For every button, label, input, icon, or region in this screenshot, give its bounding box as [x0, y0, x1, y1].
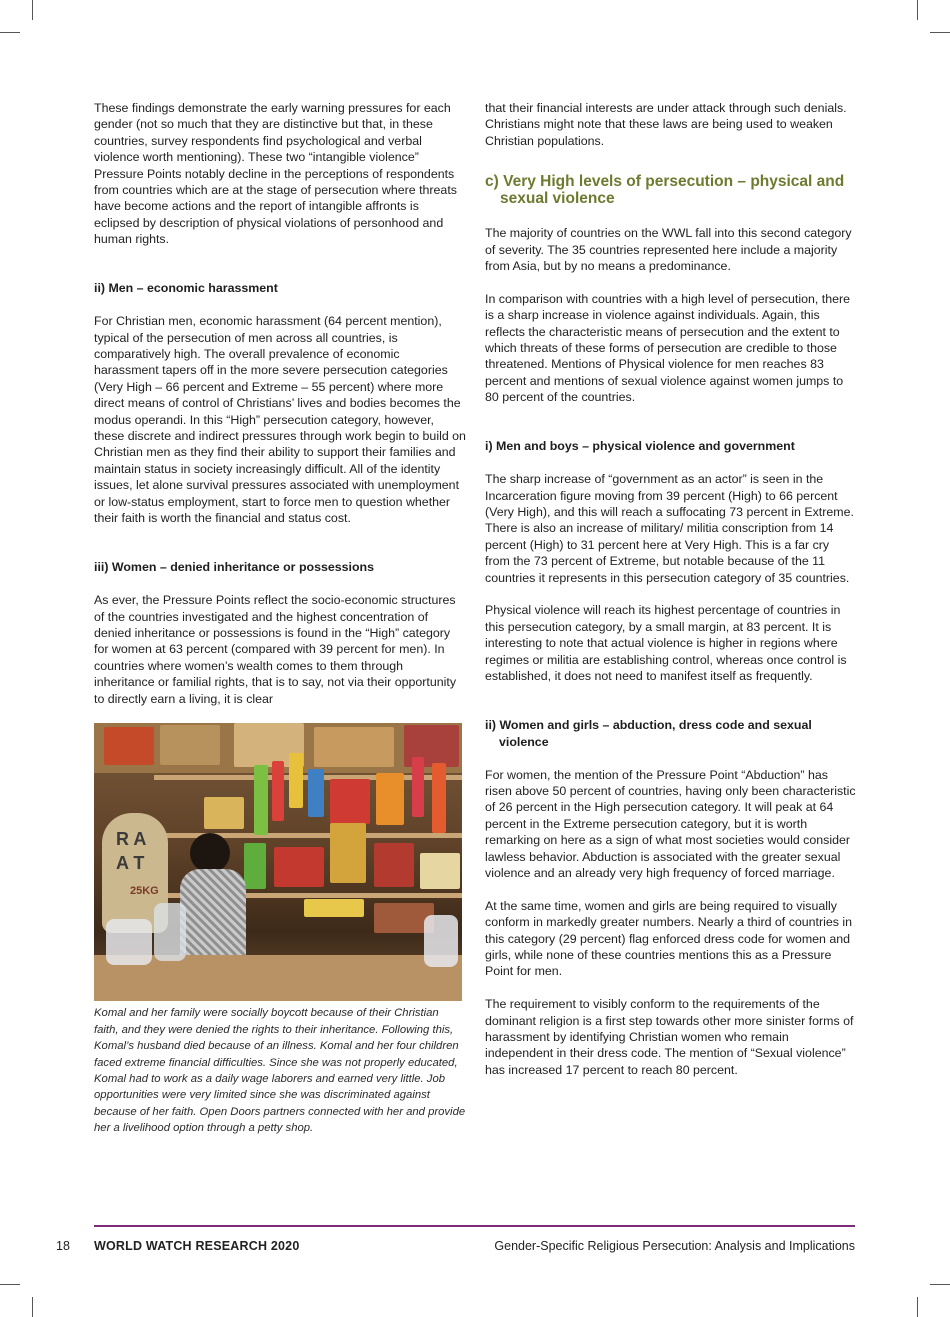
women-girls-heading: ii) Women and girls – abduction, dress code and sexual violence — [485, 718, 812, 749]
men-economic-paragraph: For Christian men, economic harassment (64 percent mention), typical of the persecution of men across all countries, is comparatively high. The overall prevalence of economic harassment tapers off in the more severe persecution categories (Very High – 66 percent and Extreme – 55 percent) where more direct means of control of Christians’ lives and bodies becomes the modus operandi. In this “High” persecution category, however, these discrete and indirect pressures through work begin to build on Christian men as they find their ability to support their families and maintain status in society increasingly difficult. All of the identity issues, let alone survival pressures associated with unemployment or low-status employment, start to force men to question whether their faith is worth the financial and status cost. — [94, 314, 466, 526]
photo-sack-label: R A — [116, 829, 147, 850]
photo-jar — [154, 903, 186, 961]
continuation-paragraph: that their financial interests are under attack through such denials. Christians might note that these laws are being used to weaken Christian populations. — [485, 101, 847, 148]
document-title: Gender-Specific Religious Persecution: Analysis and Implications — [494, 1239, 855, 1253]
photo-snacks — [330, 779, 370, 824]
women-girls-paragraph-3: The requirement to visibly conform to the requirements of the dominant religion is a first step towards other more sinister forms of harassment by identifying Christian women who remain independent in their dress code. The mention of “Sexual violence” has increased 17 percent to reach 80 percent. — [485, 997, 854, 1077]
photo-snacks — [272, 761, 284, 821]
photo-snacks — [432, 763, 446, 833]
publication-title: WORLD WATCH RESEARCH 2020 — [94, 1239, 300, 1253]
photo-goods — [274, 847, 324, 887]
photo-jar — [106, 919, 152, 965]
photo-sack-label: A T — [116, 853, 145, 874]
crop-mark — [0, 32, 20, 33]
crop-mark — [32, 0, 33, 20]
crop-mark — [930, 1284, 950, 1285]
women-girls-paragraph-2: At the same time, women and girls are being required to visually conform in markedly greater numbers. Nearly a third of countries in this category (29 percent) flag enforced dress code for women and girls, while none of these countries mentions this as a Pressure Point for men. — [485, 898, 853, 979]
photo-jar — [424, 915, 458, 967]
photo-person-body — [180, 869, 246, 965]
women-inheritance-heading: iii) Women – denied inheritance or possessions — [94, 560, 375, 575]
section-heading: c) Very High levels of persecution – physical and sexual violence — [485, 173, 845, 208]
crop-mark — [917, 0, 918, 20]
left-column — [94, 100, 466, 1137]
crop-mark — [32, 1297, 33, 1317]
page-number: 18 — [56, 1239, 70, 1253]
footer-rule — [94, 1225, 855, 1227]
photo-goods — [244, 843, 266, 889]
photo-goods — [304, 899, 364, 917]
women-girls-paragraph-1: For women, the mention of the Pressure Point “Abduction” has risen above 50 percent of countries, having only been characteristic of 26 percent in the High persecution category. It will peak at 64 percent in the Extreme persecution category, but it is worth remarking on here as a sign of what most societies would consider lawless behavior. Abduction is associated with the greater sexual violence and an already very high frequency of forced marriage. — [485, 767, 856, 880]
photo-caption: Komal and her family were socially boycott because of their Christian faith, and they were denied the rights to their inheritance. Following this, Komal’s husband died because of an illness. Komal and her four children faced extreme financial difficulties. Since she was not properly educated, Komal had to work as a daily wage laborers and earned very little. Job opportunities were very limited since she was discriminated against because of her faith. Open Doors partners connected with her and provide her a livelihood option through a petty shop. — [94, 1007, 466, 1135]
photo-box — [104, 727, 154, 765]
men-boys-paragraph-2: Physical violence will reach its highest percentage of countries in this persecution category, by a small margin, at 83 percent. It is interesting to note that actual violence is higher in regions where regimes or militia are establishing control, whereas once control is established, it does not need to manifest itself as frequently. — [485, 603, 847, 684]
intro-paragraph: These findings demonstrate the early warning pressures for each gender (not so much that they are distinctive but that, in these countries, survey respondents find psychological and verbal violence worth mentioning). These two “intangible violence” Pressure Points notably decline in the perceptions of respondents from countries which are at the stage of persecution where threats have become actions and the report of intangible affronts is eclipsed by description of physical violations of personhood and human rights. — [94, 101, 457, 247]
photo-snacks — [308, 769, 324, 817]
crop-mark — [917, 1297, 918, 1317]
men-boys-heading: i) Men and boys – physical violence and government — [485, 439, 795, 454]
photo-goods — [330, 823, 366, 883]
photo-box — [160, 725, 220, 765]
men-boys-paragraph-1: The sharp increase of “government as an actor” is seen in the Incarceration figure moving from 39 percent (High) to 66 percent (Very High), and this will reach a suffocating 73 percent in Extreme. There is also an increase of military/ militia conscription from 14 percent (High) to 31 percent here at Very High. This is a far cry from the 73 percent of Extreme, but notable because of the 11 countries it represents in this persecution category of 35 countries. — [485, 472, 854, 585]
shop-photo — [94, 723, 462, 1001]
photo-snacks — [289, 753, 303, 808]
photo-snacks — [412, 757, 424, 817]
very-high-paragraph-2: In comparison with countries with a high level of persecution, there is a sharp increase in violence against individuals. Again, this reflects the characteristic means of persecution and the extent to which threats of these forms of persecution are credible to those threatened. Mentions of Physical violence for men reaches 83 percent and mentions of sexual violence against women jumps to 80 percent of the countries. — [485, 291, 851, 405]
men-economic-heading: ii) Men – economic harassment — [94, 281, 278, 296]
photo-goods — [420, 853, 460, 889]
photo-box — [314, 727, 394, 767]
photo-snacks — [376, 773, 404, 825]
photo-goods — [204, 797, 244, 829]
photo-goods — [374, 843, 414, 887]
women-inheritance-paragraph: As ever, the Pressure Points reflect the socio-economic structures of the countries investigated and the highest concentration of denied inheritance or possessions is found in the “High” category for women at 63 percent (compared with 39 percent for men). In countries where women’s wealth comes to them through inheritance or familial rights, that is to say, not via their opportunity to directly earn a living, it is clear — [94, 593, 457, 706]
photo-person-head — [190, 833, 230, 873]
crop-mark — [930, 32, 950, 33]
very-high-paragraph-1: The majority of countries on the WWL fall into this second category of severity. The 35 countries represented here include a majority from Asia, but by no means a predominance. — [485, 226, 852, 274]
photo-snacks — [254, 765, 268, 835]
crop-mark — [0, 1284, 20, 1285]
photo-sack-weight: 25KG — [130, 885, 159, 898]
right-column — [485, 100, 857, 1095]
